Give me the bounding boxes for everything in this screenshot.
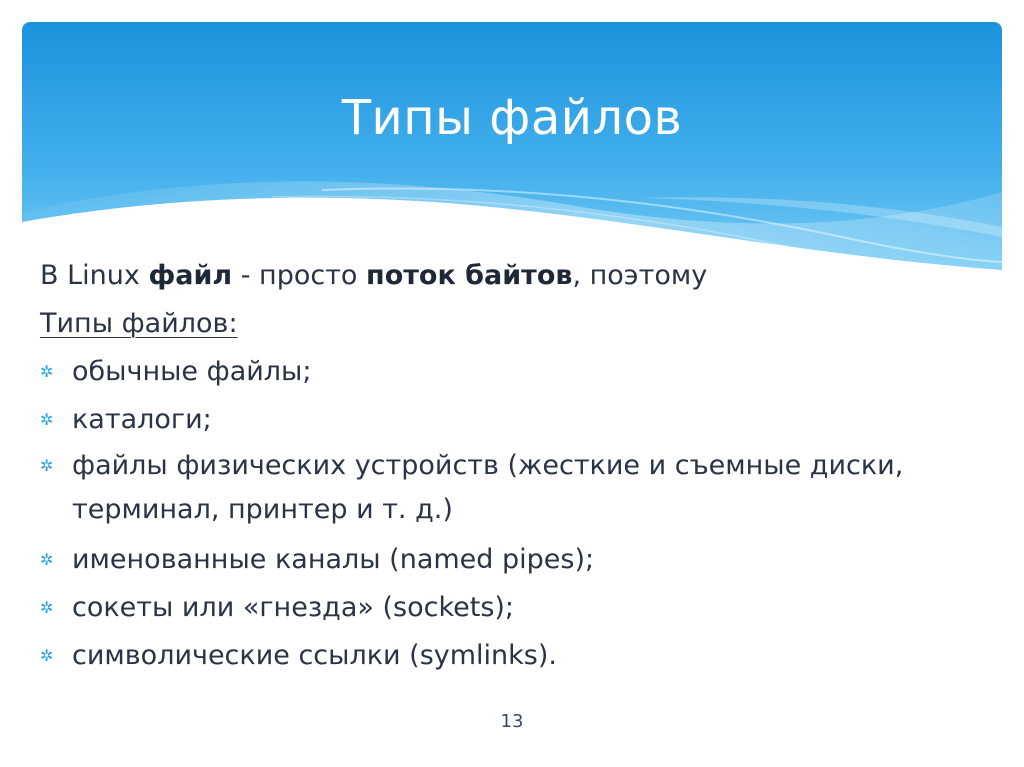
asterisk-bullet-icon: ✲	[40, 456, 54, 475]
list-item	[40, 444, 960, 532]
intro-text-1: В Linux	[40, 260, 149, 291]
list-item	[40, 396, 960, 444]
list-item-text: именованные каналы (named pipes);	[72, 544, 595, 575]
list-item-text: обычные файлы;	[72, 356, 312, 387]
list-item	[40, 536, 960, 584]
asterisk-bullet-icon: ✲	[40, 598, 54, 617]
intro-bold-file: файл	[148, 260, 233, 291]
file-types-subheading: Типы файлов:	[40, 308, 238, 339]
page-number: 13	[500, 711, 524, 732]
asterisk-bullet-icon: ✲	[40, 550, 54, 569]
intro-text-3: , поэтому	[572, 260, 708, 291]
list-item-text: файлы физических устройств (жесткие и съемные диски, терминал, принтер и т. д.)	[72, 450, 904, 525]
intro-bold-stream: поток байтов	[366, 260, 573, 291]
list-item-text: сокеты или «гнезда» (sockets);	[72, 592, 515, 623]
asterisk-bullet-icon: ✲	[40, 410, 54, 429]
slide-body	[40, 252, 960, 680]
intro-line	[40, 252, 960, 300]
list-item-text: каталоги;	[72, 404, 212, 435]
list-item	[40, 584, 960, 632]
slide-title: Типы файлов	[341, 90, 683, 146]
file-types-list	[40, 348, 960, 680]
intro-text-2: - просто	[232, 260, 367, 291]
list-item	[40, 632, 960, 680]
list-item-text: символические ссылки (symlinks).	[72, 640, 557, 671]
list-item	[40, 348, 960, 396]
asterisk-bullet-icon: ✲	[40, 362, 54, 381]
asterisk-bullet-icon: ✲	[40, 646, 54, 665]
